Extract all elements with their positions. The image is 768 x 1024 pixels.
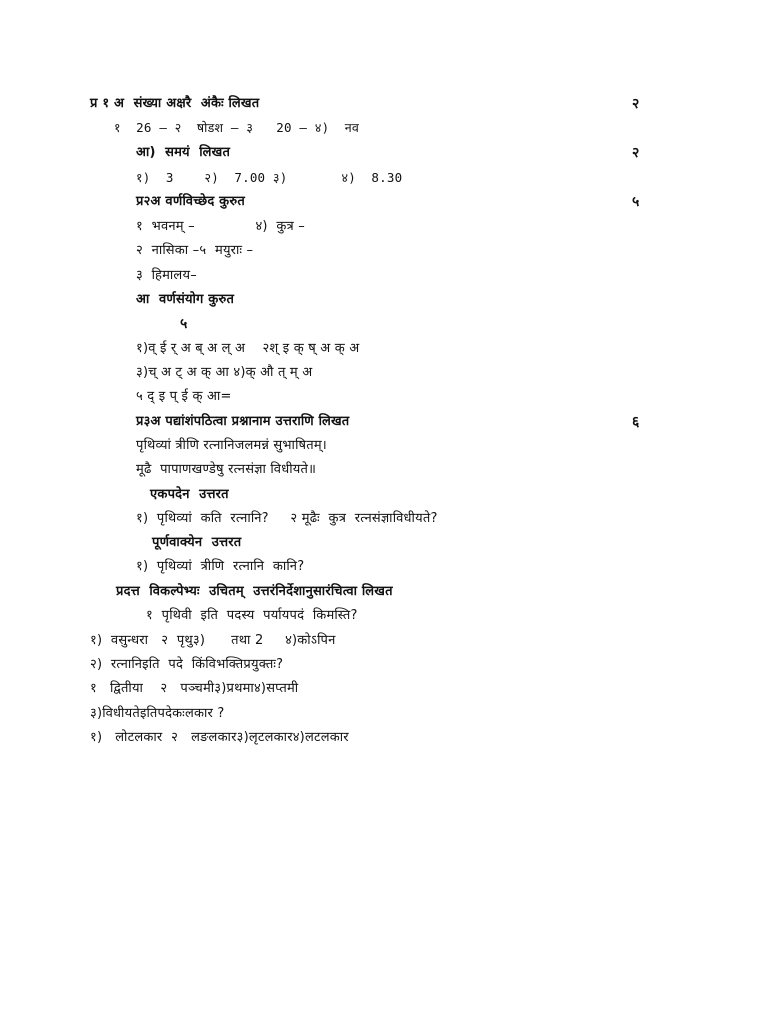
q1-heading: प्र १ अ संख्या अक्षरै अंकैः लिखत [90,96,260,111]
verse-line-1: पृथिव्यां त्रीणि रत्नानिजलमन्नं सुभाषितम्। [136,438,327,453]
pradatta-q1-options: १) वसुन्धरा २ पृथु३) तथा 2 ४)कोऽपिन [90,633,336,648]
q2-item-3: ३ हिमालय– [136,268,197,283]
q2b-item-2: ३)च् अ ट् अ क् आ ४)क् औ त् म् अ [136,365,313,380]
pradatta-q2: २) रत्नानिइति पदे किंविभक्तिप्रयुक्तः? [90,657,284,672]
pradatta-heading: प्रदत्त विकल्पेभ्यः उचितम् उत्तरंनिर्देशानुसारंचित्वा लिखत [116,584,393,599]
q2-marks: ५ [632,194,640,210]
verse-line-2: मूढै पापाणखण्डेषु रत्नसंज्ञा विधीयते॥ [136,462,317,477]
q2-item-2: २ नासिका –५ मयुराः – [136,243,254,258]
ekpad-heading: एकपदेन उत्तरत [150,487,229,502]
q2-heading: प्र२अ वर्णविच्छेद कुरुत [136,194,245,209]
q3-marks: ६ [632,414,640,430]
pradatta-q3: ३)विधीयतेइतिपदेकःलकार ? [90,706,225,721]
q1-items: १ 26 – २ षोडश – ३ 20 – ४) नव [114,120,360,135]
ekpad-items: १) पृथिव्यां कति रत्नानि? २ मूढैः कुत्र रत्नसंज्ञाविधीयते? [136,511,438,526]
q2b-item-3: ५ द् इ प् ई क् आ= [136,389,232,404]
pradatta-q1: १ पृथिवी इति पदस्य पर्यायपदं किमस्ति? [146,608,358,623]
q3-heading: प्र३अ पद्यांशंपठित्वा प्रश्नानाम उत्तराणि लिखत [136,414,350,429]
q1b-marks: २ [632,145,640,161]
q1b-heading: आ) समयं लिखत [136,145,231,160]
q2-item-1: १ भवनम् – ४) कुत्र – [136,219,305,234]
q2b-heading: आ वर्णसंयोग कुरुत [136,292,235,307]
q2b-item-1: १)व् ई र् अ ब् अ ल् अ २श् इ क् ष् अ क् अ [136,341,360,356]
purna-heading: पूर्णवाक्येन उत्तरत [152,535,242,550]
pradatta-q2-options: १ द्वितीया २ पञ्चमी३)प्रथमा४)सप्तमी [90,681,299,696]
q1-marks: २ [632,96,640,112]
purna-item: १) पृथिव्यां त्रीणि रत्नानि कानि? [136,559,305,574]
pradatta-q3-options: १) लोटलकार २ लङलकार३)लृटलकार४)लटलकार [90,730,349,745]
q1b-items: १) 3 २) 7.00 ३) ४) 8.30 [136,170,403,185]
q2b-marks: ५ [180,316,188,332]
